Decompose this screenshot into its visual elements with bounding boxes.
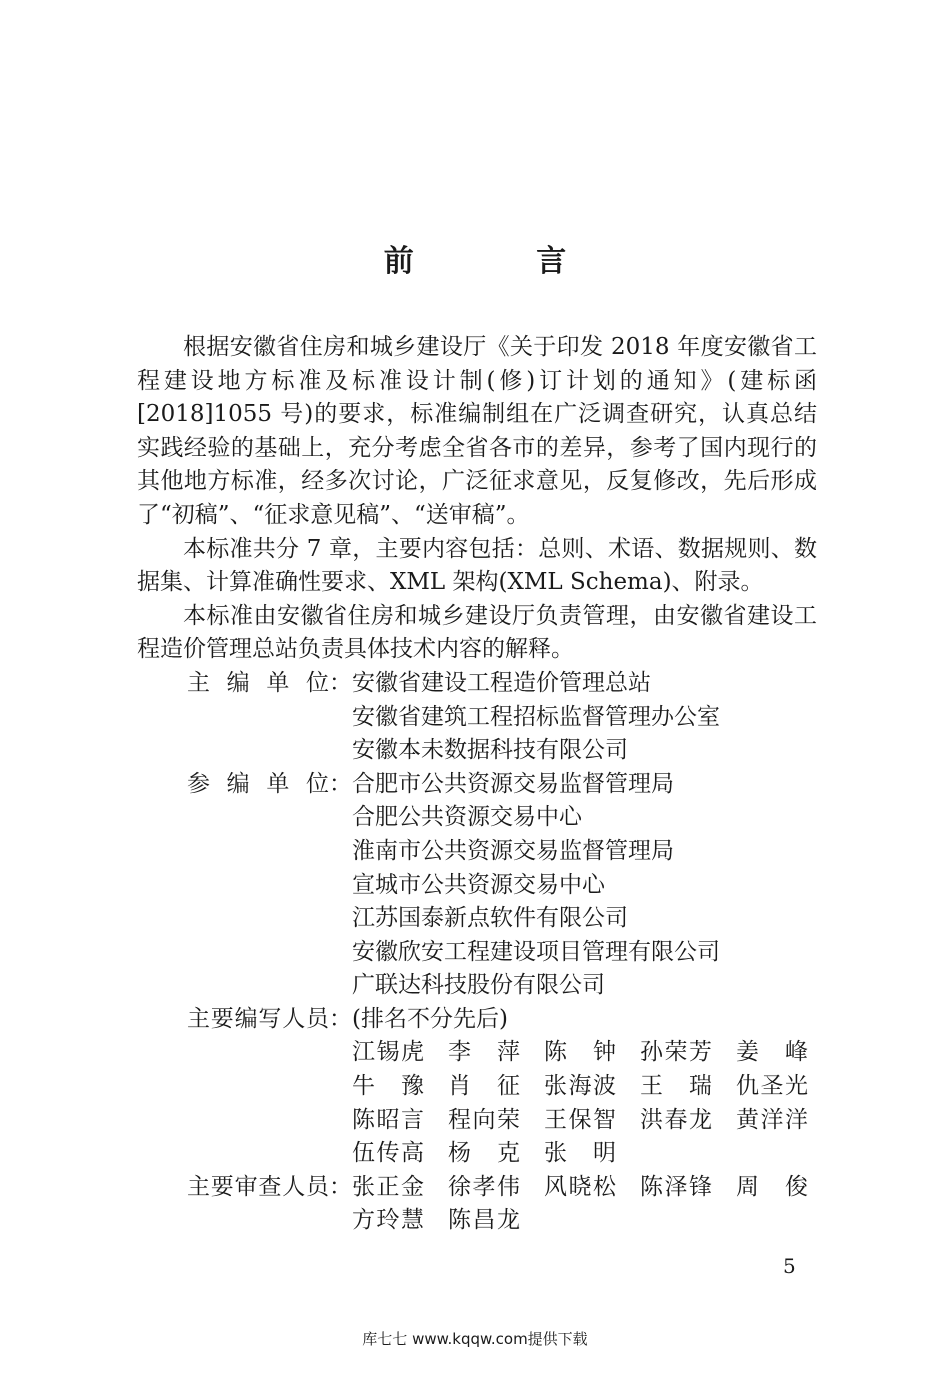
person-name	[736, 1104, 832, 1138]
person-name	[352, 1171, 448, 1205]
participating-unit-item: 广联达科技股份有限公司	[352, 972, 605, 999]
name-char: 克	[497, 1140, 520, 1167]
label-char: 员	[305, 1173, 329, 1200]
reviewers-label-text	[187, 1171, 329, 1205]
person-name	[448, 1204, 544, 1238]
name-char: 王	[640, 1073, 663, 1100]
name-char: 金	[401, 1173, 424, 1200]
name-char: 瑞	[689, 1073, 712, 1100]
name-char: 陈	[544, 1039, 567, 1066]
drafters-names	[352, 1003, 832, 1171]
name-char: 锡	[376, 1039, 400, 1066]
person-name	[736, 1171, 832, 1205]
name-char: 波	[593, 1073, 616, 1100]
name-char: 风	[544, 1173, 567, 1200]
reviewers-colon: ：	[329, 1173, 352, 1200]
label-char: 位	[305, 770, 329, 797]
participating-units-label-text	[187, 768, 329, 802]
name-row	[352, 1204, 832, 1238]
label-char: 写	[258, 1005, 282, 1032]
name-char: 言	[401, 1106, 424, 1133]
label-char: 编	[226, 770, 250, 797]
reviewers-name-grid	[352, 1171, 832, 1238]
reviewers-names	[352, 1171, 832, 1238]
name-char: 锋	[689, 1173, 712, 1200]
label-char: 员	[305, 1005, 329, 1032]
name-char: 伍	[352, 1140, 375, 1167]
label-char: 位	[305, 669, 329, 696]
person-name	[640, 1036, 736, 1070]
name-char: 保	[568, 1106, 592, 1133]
name-char: 张	[544, 1073, 567, 1100]
paragraph-background: 根据安徽省住房和城乡建设厅《关于印发 2018 年度安徽省工程建设地方标准及标准设计制(修)订计划的通知》(建标函[2018]1055 号)的要求，标准编制组在广泛调查研究，认真总结实践经验的基础上，充分考虑全省各市的差异，参考了国内现行的其他地方标准，经多次讨论，广泛征求意见，反复修改，先后形成了“初稿”、“征求意见稿”、“送审稿”。	[137, 334, 817, 528]
person-name	[736, 1070, 832, 1104]
label-char: 查	[258, 1173, 282, 1200]
chief-unit-item: 安徽省建设工程造价管理总站	[352, 669, 651, 696]
name-char: 海	[568, 1073, 592, 1100]
name-char: 荣	[497, 1106, 520, 1133]
person-name	[640, 1070, 736, 1104]
preface-body	[137, 331, 817, 1238]
participating-unit-item: 安徽欣安工程建设项目管理有限公司	[352, 938, 720, 965]
label-char: 主	[187, 669, 210, 696]
participating-units-label	[137, 768, 352, 802]
name-char: 周	[736, 1173, 759, 1200]
name-char: 荣	[664, 1039, 688, 1066]
participating-unit-item: 合肥市公共资源交易监督管理局	[352, 770, 674, 797]
name-char: 玲	[376, 1207, 400, 1234]
person-name	[544, 1070, 640, 1104]
name-char: 明	[593, 1140, 616, 1167]
person-name	[448, 1137, 544, 1171]
reviewers-label	[137, 1171, 352, 1205]
label-char: 要	[210, 1005, 234, 1032]
person-name	[448, 1104, 544, 1138]
name-char: 洋	[760, 1106, 784, 1133]
paragraph-management: 本标准由安徽省住房和城乡建设厅负责管理，由安徽省建设工程造价管理总站负责具体技术内容的解释。	[137, 602, 817, 663]
label-char: 主	[187, 1173, 210, 1200]
name-char: 向	[472, 1106, 496, 1133]
label-char: 人	[282, 1173, 306, 1200]
name-char: 俊	[785, 1173, 808, 1200]
name-char: 松	[593, 1173, 616, 1200]
name-char: 昭	[376, 1106, 400, 1133]
name-char: 程	[448, 1106, 471, 1133]
name-char: 陈	[640, 1173, 663, 1200]
label-char: 主	[187, 1005, 210, 1032]
name-char: 传	[376, 1140, 400, 1167]
name-char: 陈	[448, 1207, 471, 1234]
person-name	[352, 1137, 448, 1171]
label-char: 参	[187, 770, 210, 797]
name-char: 姜	[736, 1039, 759, 1066]
name-char: 黄	[736, 1106, 759, 1133]
chief-units-list	[352, 667, 817, 768]
person-name	[544, 1171, 640, 1205]
name-row	[352, 1104, 832, 1138]
label-char: 单	[266, 770, 290, 797]
person-name	[352, 1204, 448, 1238]
participating-units-colon: ：	[329, 770, 352, 797]
page-title: 前 言	[383, 244, 623, 279]
label-char: 人	[282, 1005, 306, 1032]
name-char: 钟	[593, 1039, 616, 1066]
name-char: 孝	[472, 1173, 496, 1200]
chief-units-section	[137, 667, 817, 768]
name-char: 李	[448, 1039, 471, 1066]
label-char: 编	[234, 1005, 258, 1032]
drafters-colon: ：	[329, 1005, 352, 1032]
person-name	[640, 1171, 736, 1205]
person-name	[544, 1036, 640, 1070]
footer-watermark: 库七七 www.kqqw.com提供下载	[362, 1330, 588, 1348]
name-char: 仇	[736, 1073, 759, 1100]
participating-unit-item: 淮南市公共资源交易监督管理局	[352, 837, 674, 864]
drafters-label	[137, 1003, 352, 1037]
name-char: 龙	[497, 1207, 520, 1234]
chief-units-colon: ：	[329, 669, 352, 696]
participating-units-list	[352, 768, 817, 1003]
person-name	[352, 1036, 448, 1070]
name-char: 张	[544, 1140, 567, 1167]
name-row	[352, 1070, 832, 1104]
chief-units-label	[137, 667, 352, 701]
name-char: 伟	[497, 1173, 520, 1200]
name-char: 徐	[448, 1173, 471, 1200]
name-char: 萍	[497, 1039, 520, 1066]
name-char: 光	[785, 1073, 808, 1100]
person-name	[352, 1070, 448, 1104]
name-char: 春	[664, 1106, 688, 1133]
person-name	[352, 1104, 448, 1138]
person-name	[544, 1104, 640, 1138]
name-char: 虎	[401, 1039, 424, 1066]
name-char: 慧	[401, 1207, 424, 1234]
name-char: 王	[544, 1106, 567, 1133]
participating-units-section	[137, 768, 817, 1003]
label-char: 审	[234, 1173, 258, 1200]
name-char: 晓	[568, 1173, 592, 1200]
name-char: 昌	[472, 1207, 496, 1234]
name-char: 征	[497, 1073, 520, 1100]
reviewers-section	[137, 1171, 817, 1238]
name-char: 智	[593, 1106, 616, 1133]
name-char: 峰	[785, 1039, 808, 1066]
participating-unit-item: 合肥公共资源交易中心	[352, 804, 582, 831]
chief-unit-item: 安徽省建筑工程招标监督管理办公室	[352, 703, 720, 730]
label-char: 单	[266, 669, 290, 696]
name-char: 方	[352, 1207, 375, 1234]
person-name	[736, 1036, 832, 1070]
name-char: 正	[376, 1173, 400, 1200]
name-char: 孙	[640, 1039, 663, 1066]
person-name	[544, 1137, 640, 1171]
drafters-name-grid	[352, 1036, 832, 1170]
name-char: 豫	[401, 1073, 424, 1100]
name-char: 洋	[785, 1106, 808, 1133]
paragraph-contents: 本标准共分 7 章，主要内容包括：总则、术语、数据规则、数据集、计算准确性要求、XML 架构(XML Schema)、附录。	[137, 535, 817, 596]
page-number: 5	[783, 1254, 796, 1278]
name-char: 肖	[448, 1073, 471, 1100]
name-char: 高	[401, 1140, 424, 1167]
name-char: 陈	[352, 1106, 375, 1133]
label-char: 要	[210, 1173, 234, 1200]
name-row	[352, 1171, 832, 1205]
name-char: 龙	[689, 1106, 712, 1133]
drafters-section	[137, 1003, 817, 1171]
name-char: 泽	[664, 1173, 688, 1200]
participating-unit-item: 江苏国泰新点软件有限公司	[352, 905, 628, 932]
label-char: 编	[226, 669, 250, 696]
name-char: 江	[352, 1039, 375, 1066]
name-row	[352, 1036, 832, 1070]
drafters-label-text	[187, 1003, 329, 1037]
person-name	[640, 1104, 736, 1138]
name-char: 张	[352, 1173, 375, 1200]
name-char: 杨	[448, 1140, 471, 1167]
person-name	[448, 1070, 544, 1104]
name-char: 芳	[689, 1039, 712, 1066]
participating-unit-item: 宣城市公共资源交易中心	[352, 871, 605, 898]
chief-units-label-text	[187, 667, 329, 701]
chief-unit-item: 安徽本未数据科技有限公司	[352, 737, 628, 764]
person-name	[448, 1171, 544, 1205]
name-char: 牛	[352, 1073, 375, 1100]
name-char: 圣	[760, 1073, 784, 1100]
name-char: 洪	[640, 1106, 663, 1133]
person-name	[448, 1036, 544, 1070]
name-row	[352, 1137, 832, 1171]
drafters-note: (排名不分先后)	[352, 1005, 508, 1032]
